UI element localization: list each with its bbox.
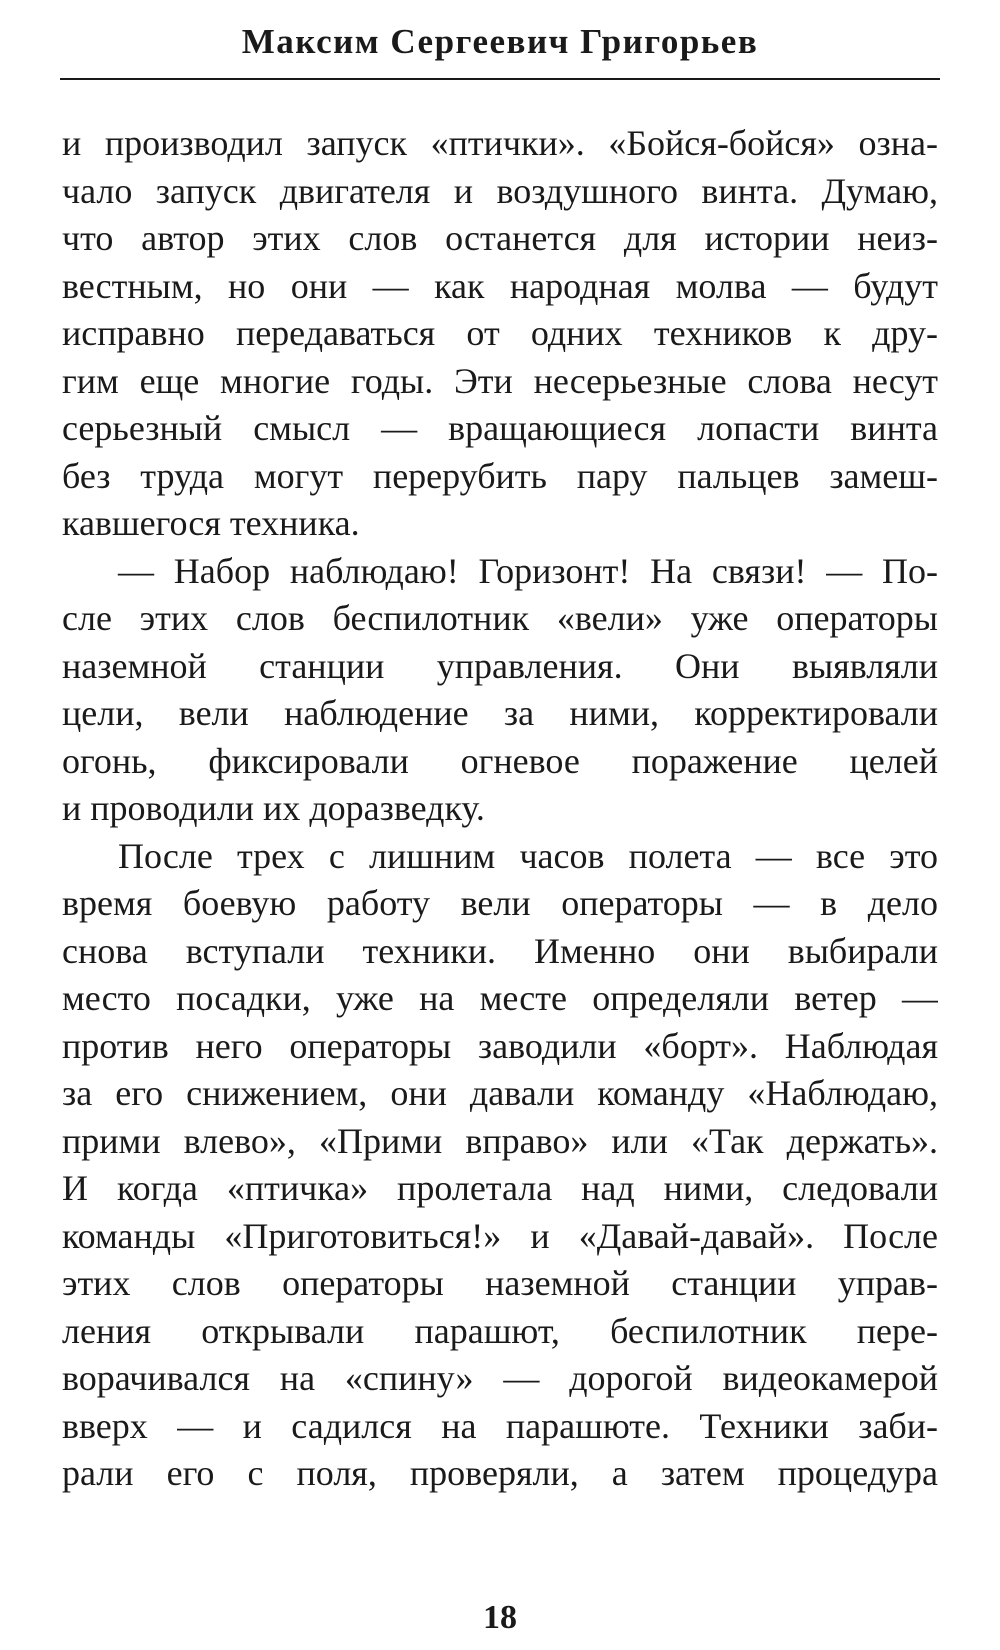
text-line: снова вступали техники. Именно они выбирали xyxy=(62,930,938,971)
text-line: этих слов операторы наземной станции управ- xyxy=(62,1263,938,1303)
text-line: — Набор наблюдаю! Горизонт! На связи! — По- xyxy=(118,550,938,591)
text-line: наземной станции управления. Они выявляли xyxy=(62,645,938,686)
text-line: место посадки, уже на месте определяли ветер — xyxy=(62,978,938,1018)
text-line: без труда могут перерубить пару пальцев замеш- xyxy=(62,455,938,496)
text-line: исправно передаваться от одних техников к дру- xyxy=(62,313,938,353)
text-line: вверх — и садился на парашюте. Техники заби- xyxy=(62,1405,938,1446)
text-line: рали его с поля, проверяли, а затем процедура xyxy=(62,1453,938,1493)
page-number: 18 xyxy=(483,1599,517,1636)
running-head: Максим Сергеевич Григорьев xyxy=(241,22,759,61)
header-rule xyxy=(60,78,940,80)
text-line: время боевую работу вели операторы — в дело xyxy=(62,883,938,923)
text-line: серьезный смысл — вращающиеся лопасти винта xyxy=(62,408,938,448)
text-line: команды «Приготовиться!» и «Давай-давай». После xyxy=(62,1215,938,1256)
text-line: ворачивался на «спину» — дорогой видеокамерой xyxy=(62,1358,938,1398)
text-line: и проводили их доразведку. xyxy=(62,788,485,828)
text-line: огонь, фиксировали огневое поражение целей xyxy=(62,740,938,781)
text-line: прими влево», «Прими вправо» или «Так держать». xyxy=(62,1120,938,1161)
text-line: что автор этих слов останется для истории неиз- xyxy=(62,218,938,258)
text-line: вестным, но они — как народная молва — будут xyxy=(62,265,938,306)
text-line: за его снижением, они давали команду «Наблюдаю, xyxy=(62,1073,938,1113)
text-line: против него операторы заводили «борт». Наблюдая xyxy=(62,1025,938,1066)
text-line: цели, вели наблюдение за ними, корректировали xyxy=(62,693,938,733)
text-line: гим еще многие годы. Эти несерьезные слова несут xyxy=(62,360,938,401)
text-line: ления открывали парашют, беспилотник пере- xyxy=(62,1310,938,1351)
text-line: и производил запуск «птички». «Бойся-бойся» озна- xyxy=(62,123,938,163)
text-line: И когда «птичка» пролетала над ними, следовали xyxy=(62,1168,938,1208)
text-line: После трех с лишним часов полета — все это xyxy=(118,835,938,876)
body-text xyxy=(62,120,938,1498)
text-line: чало запуск двигателя и воздушного винта. Думаю, xyxy=(62,170,938,211)
text-line: сле этих слов беспилотник «вели» уже операторы xyxy=(62,598,938,638)
text-line: кавшегося техника. xyxy=(62,503,360,543)
